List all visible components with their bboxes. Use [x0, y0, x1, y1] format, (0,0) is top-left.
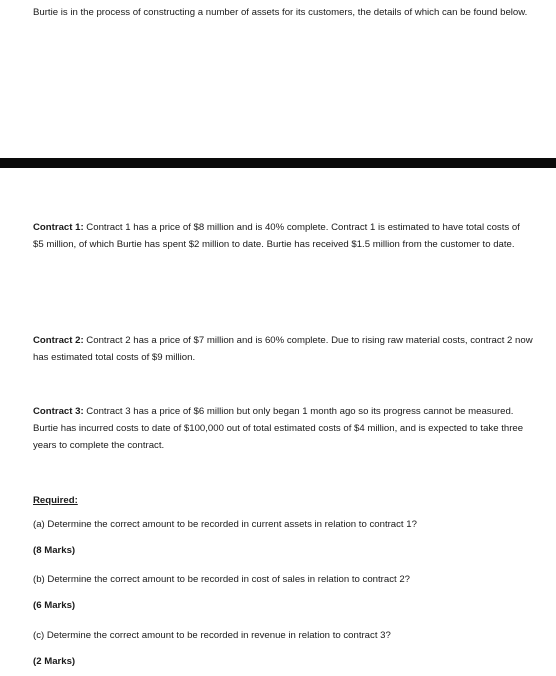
question-b-marks: (6 Marks) — [33, 600, 76, 611]
question-a: (a) Determine the correct amount to be recorded in current assets in relation to contract 1? — [33, 519, 417, 530]
contract-2-text: Contract 2 has a price of $7 million and is 60% complete. Due to rising raw material costs, contract 2 now has estimated total costs of $9 million. — [33, 335, 533, 363]
required-heading: Required: — [33, 495, 78, 506]
contract-1-paragraph — [33, 219, 533, 253]
section-divider — [0, 158, 556, 168]
contract-1-text: Contract 1 has a price of $8 million and is 40% complete. Contract 1 is estimated to have total costs of $5 million, of which Burtie has spent $2 million to date. Burtie has received $1.5 million from the customer to date. — [33, 222, 520, 250]
contract-2-label: Contract 2: — [33, 335, 84, 346]
question-b: (b) Determine the correct amount to be recorded in cost of sales in relation to contract 2? — [33, 574, 411, 585]
intro-paragraph: Burtie is in the process of constructing a number of assets for its customers, the details of which can be found below. — [33, 7, 528, 18]
contract-3-paragraph — [33, 403, 533, 454]
question-c: (c) Determine the correct amount to be recorded in revenue in relation to contract 3? — [33, 630, 391, 641]
question-c-marks: (2 Marks) — [33, 656, 76, 667]
contract-3-text: Contract 3 has a price of $6 million but only began 1 month ago so its progress cannot be measured. Burtie has incurred costs to date of $100,000 out of total estimated costs of $4 million, and is expected to take three years to complete the contract. — [33, 406, 524, 451]
contract-2-paragraph — [33, 332, 533, 366]
contract-1-label: Contract 1: — [33, 222, 84, 233]
contract-3-label: Contract 3: — [33, 406, 84, 417]
question-a-marks: (8 Marks) — [33, 545, 76, 556]
